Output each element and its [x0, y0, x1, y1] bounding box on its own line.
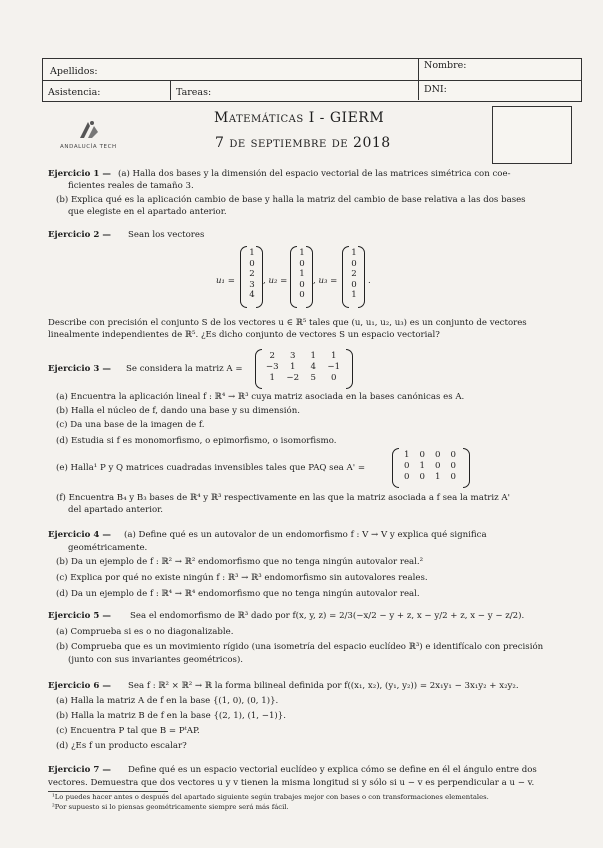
- A-entry: 4: [310, 362, 316, 372]
- ej1-b: (b) Explica qué es la aplicación cambio de base y halla la matriz del cambio de base relativa a las dos bases: [56, 195, 526, 205]
- u3-entry: 1: [351, 290, 357, 300]
- ej5-heading: Ejercicio 5 —: [48, 611, 111, 621]
- A-right-paren: [346, 349, 353, 389]
- Ap-entry: 0: [404, 461, 410, 471]
- A-entry: 1: [310, 351, 316, 361]
- u2-entry: 1: [299, 248, 305, 258]
- apellidos-label: Apellidos:: [50, 66, 98, 77]
- Ap-entry: 0: [450, 461, 456, 471]
- ej7-heading: Ejercicio 7 —: [48, 765, 111, 775]
- Ap-right-paren: [463, 448, 470, 488]
- ej1-a2: ficientes reales de tamaño 3.: [68, 181, 194, 191]
- A-entry: 1: [331, 351, 337, 361]
- ej2-heading: Ejercicio 2 —: [48, 230, 111, 240]
- u1-entry: 1: [249, 248, 255, 258]
- footnote-rule: [48, 791, 168, 792]
- Ap-entry: 0: [419, 472, 425, 482]
- Ap-entry: 1: [419, 461, 425, 471]
- logo: [62, 118, 122, 154]
- Ap-entry: 0: [435, 450, 441, 460]
- nombre-label: Nombre:: [424, 60, 467, 71]
- ej2-intro: Sean los vectores: [128, 230, 205, 240]
- ej4-c: (c) Explica por qué no existe ningún f : ℝ³ → ℝ³ endomorfismo sin autovalores reales.: [56, 573, 428, 583]
- Ap-entry: 1: [404, 450, 410, 460]
- header-divider: [418, 58, 419, 100]
- u2-entry: 0: [299, 290, 305, 300]
- ej4-heading: Ejercicio 4 —: [48, 530, 111, 540]
- A-left-paren: [255, 349, 262, 389]
- ej4-b: (b) Da un ejemplo de f : ℝ² → ℝ² endomorfismo que no tenga ningún autovalor real.²: [56, 557, 424, 567]
- u1-entry: 2: [249, 269, 255, 279]
- Ap-entry: 0: [435, 461, 441, 471]
- ej1-b2: que elegiste en el apartado anterior.: [68, 207, 227, 217]
- u3-entry: 0: [351, 258, 357, 269]
- u1-vector: [248, 248, 256, 301]
- dni-label: DNI:: [424, 84, 447, 95]
- u2-vector: [298, 248, 306, 301]
- ej5-intro: Sea el endomorfismo de ℝ³ dado por f(x, y, z) = 2/3(−x/2 − y + z, x − y/2 + z, x − y − z/2).: [130, 611, 525, 621]
- matrix-A: [262, 351, 344, 384]
- ej6-a: (a) Halla la matriz A de f en la base {(1, 0), (0, 1)}.: [56, 696, 279, 706]
- u3-entry: 1: [351, 248, 357, 258]
- ej5-a: (a) Comprueba si es o no diagonalizable.: [56, 627, 234, 637]
- ej3-c: (c) Da una base de la imagen de f.: [56, 420, 205, 430]
- Ap-entry: 0: [450, 450, 456, 460]
- header-name-box: [42, 58, 582, 82]
- A-entry: 2: [269, 351, 275, 361]
- matrix-A-prime: [399, 450, 461, 483]
- A-entry: 5: [310, 373, 316, 383]
- ej1-heading: Ejercicio 1 —: [48, 169, 111, 179]
- header-divider-2: [170, 80, 171, 100]
- ej5-b2: (junto con sus invariantes geométricos).: [68, 655, 244, 665]
- ej4-d: (d) Da un ejemplo de f : ℝ⁴ → ℝ⁴ endomorfismo que no tenga ningún autovalor real.: [56, 589, 420, 599]
- footnote-2: ²Por supuesto si lo piensas geométricamente siempre será más fácil.: [52, 803, 289, 811]
- footnote-1: ¹Lo puedes hacer antes o después del apartado siguiente según trabajes mejor con bases o con transformaciones elementales.: [52, 793, 489, 801]
- u3-entry: 0: [351, 279, 357, 290]
- ej3-a: (a) Encuentra la aplicación lineal f : ℝ⁴ → ℝ³ cuya matriz asociada en la bases canónicas es A.: [56, 392, 465, 402]
- u3-right-paren: [358, 246, 365, 308]
- ej3-e: (e) Halla¹ P y Q matrices cuadradas invensibles tales que PAQ sea A' =: [56, 463, 366, 473]
- u2-label: , u₂ =: [263, 276, 288, 286]
- u3-entry: 2: [351, 269, 357, 279]
- exam-title: Matemáticas I - GIERM: [214, 110, 385, 126]
- ej3-heading: Ejercicio 3 —: [48, 364, 111, 374]
- u2-entry: 0: [299, 279, 305, 290]
- u1-entry: 4: [249, 290, 255, 300]
- u2-right-paren: [306, 246, 313, 308]
- ej2-p1: Describe con precisión el conjunto S de los vectores u ∈ ℝ⁵ tales que (u, u₁, u₂, u₃) es un conjunto de vectores: [48, 318, 527, 328]
- u1-right-paren: [256, 246, 263, 308]
- ej7-p2: vectores. Demuestra que dos vectores u y v tienen la misma longitud si y sólo si u − v es perpendicular a u − v.: [48, 778, 535, 788]
- u3-vector: [350, 248, 358, 301]
- ej3-b: (b) Halla el núcleo de f, dando una base y su dimensión.: [56, 406, 300, 416]
- ej4-a2: geométricamente.: [68, 543, 148, 553]
- A-entry: 1: [290, 362, 296, 372]
- andalucia-tech-logo-icon: [74, 118, 104, 142]
- A-entry: 3: [290, 351, 296, 361]
- Ap-entry: 0: [419, 450, 425, 460]
- ej3-f2: del apartado anterior.: [68, 505, 164, 515]
- tareas-label: Tareas:: [176, 87, 212, 98]
- u1-left-paren: [240, 246, 247, 308]
- ej6-intro: Sea f : ℝ² × ℝ² → ℝ la forma bilineal definida por f((x₁, x₂), (y₁, y₂)) = 2x₁y₁ − 3x₁y₂ + x₂y₂.: [128, 681, 519, 691]
- u1-entry: 3: [249, 279, 255, 290]
- Ap-left-paren: [392, 448, 399, 488]
- u3-label: , u₃ =: [313, 276, 338, 286]
- asistencia-label: Asistencia:: [48, 87, 101, 98]
- A-entry: 1: [269, 373, 275, 383]
- u2-left-paren: [290, 246, 297, 308]
- A-entry: −1: [327, 362, 341, 372]
- ej2-p2: linealmente independientes de ℝ⁵. ¿Es dicho conjunto de vectores S un espacio vectorial?: [48, 330, 440, 340]
- header-info-box: [42, 80, 582, 102]
- Ap-entry: 0: [450, 472, 456, 482]
- ej6-b: (b) Halla la matriz B de f en la base {(2, 1), (1, −1)}.: [56, 711, 286, 721]
- A-entry: −3: [265, 362, 279, 372]
- u2-entry: 0: [299, 258, 305, 269]
- ej3-d: (d) Estudia si f es monomorfismo, o epimorfismo, o isomorfismo.: [56, 436, 337, 446]
- u1-label: u₁ =: [216, 276, 235, 286]
- exam-date: 7 de septiembre de 2018: [215, 135, 391, 151]
- A-entry: −2: [286, 373, 300, 383]
- u3-left-paren: [342, 246, 349, 308]
- ej1-a: (a) Halla dos bases y la dimensión del espacio vectorial de las matrices simétrica con coe-: [118, 169, 511, 179]
- ej6-c: (c) Encuentra P tal que B = PᵗAP.: [56, 726, 200, 736]
- Ap-entry: 0: [404, 472, 410, 482]
- ej3-f: (f) Encuentra B₄ y B₃ bases de ℝ⁴ y ℝ³ respectivamente en las que la matriz asociada a f sea la matriz A': [56, 493, 510, 503]
- ej6-heading: Ejercicio 6 —: [48, 681, 111, 691]
- logo-text: ANDALUCÍA TECH: [60, 144, 117, 150]
- ej3-intro: Se considera la matriz A =: [126, 364, 243, 374]
- u1-entry: 0: [249, 258, 255, 269]
- ej5-b: (b) Comprueba que es un movimiento rígido (una isometría del espacio euclídeo ℝ³) e identifícalo con precisión: [56, 642, 544, 652]
- ej7-p1: Define qué es un espacio vectorial euclídeo y explica cómo se define en él el ángulo entre dos: [128, 765, 537, 775]
- A-entry: 0: [331, 373, 337, 383]
- ej6-d: (d) ¿Es f un producto escalar?: [56, 741, 187, 751]
- grade-box: [492, 106, 572, 164]
- u2-entry: 1: [299, 269, 305, 279]
- Ap-entry: 1: [435, 472, 441, 482]
- ej4-a: (a) Define qué es un autovalor de un endomorfismo f : V → V y explica qué significa: [124, 530, 487, 540]
- ej2-end: .: [368, 276, 371, 286]
